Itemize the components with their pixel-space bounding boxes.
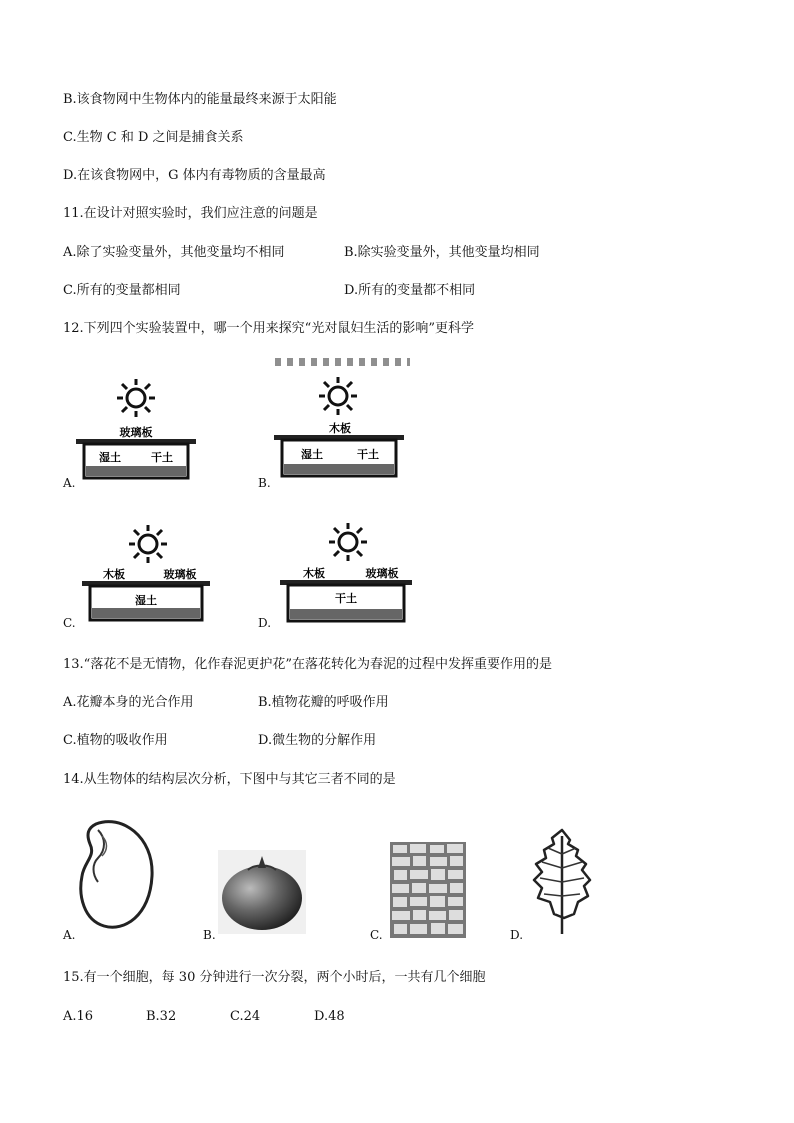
q12-figure-d bbox=[276, 514, 416, 634]
q12-figure-b bbox=[270, 372, 410, 488]
q12-figure-c bbox=[78, 518, 213, 632]
dry-soil-label: 干土 bbox=[335, 592, 357, 605]
q14-label-b: B. bbox=[203, 928, 216, 942]
q14-label-c: C. bbox=[370, 928, 383, 942]
scan-artifact bbox=[275, 358, 410, 366]
q14-label-d: D. bbox=[510, 928, 524, 942]
q13-stem: 13.“落花不是无情物，化作春泥更护花”在落花转化为春泥的过程中发挥重要作用的是 bbox=[63, 657, 552, 672]
q13-option-b: B.植物花瓣的呼吸作用 bbox=[258, 695, 389, 710]
q12-stem: 12.下列四个实验装置中，哪一个用来探究“光对鼠妇生活的影响”更科学 bbox=[63, 321, 474, 336]
q10-option-b: B.该食物网中生物体内的能量最终来源于太阳能 bbox=[63, 92, 337, 107]
sun-icon bbox=[117, 379, 155, 417]
wood-board-label: 木板 bbox=[329, 422, 351, 435]
wet-soil-label: 湿土 bbox=[301, 448, 323, 461]
tissue-cells-icon bbox=[390, 842, 466, 942]
q11-option-b: B.除实验变量外，其他变量均相同 bbox=[344, 245, 540, 260]
q12-figure-a bbox=[70, 376, 200, 490]
q14-label-a: A. bbox=[63, 928, 76, 942]
q15-option-b: B.32 bbox=[146, 1009, 177, 1024]
sun-icon bbox=[129, 525, 167, 563]
q15-stem: 15.有一个细胞，每 30 分钟进行一次分裂，两个小时后，一共有几个细胞 bbox=[63, 970, 486, 985]
sun-icon bbox=[319, 377, 357, 415]
dry-soil-label: 干土 bbox=[357, 448, 379, 461]
glass-board-label: 玻璃板 bbox=[365, 567, 399, 580]
q15-option-c: C.24 bbox=[230, 1009, 261, 1024]
q11-option-d: D.所有的变量都不相同 bbox=[344, 283, 476, 298]
wood-board-label: 木板 bbox=[103, 568, 125, 581]
wet-soil-label: 湿土 bbox=[135, 594, 157, 607]
q11-option-a: A.除了实验变量外，其他变量均不相同 bbox=[63, 245, 285, 260]
sun-icon bbox=[329, 523, 367, 561]
q12-label-d: D. bbox=[258, 616, 272, 630]
q13-option-d: D.微生物的分解作用 bbox=[258, 733, 377, 748]
q12-label-a: A. bbox=[63, 476, 76, 490]
q13-option-c: C.植物的吸收作用 bbox=[63, 733, 168, 748]
q12-label-c: C. bbox=[63, 616, 76, 630]
q10-option-d: D.在该食物网中，G 体内有毒物质的含量最高 bbox=[63, 168, 326, 183]
q10-option-c: C.生物 C 和 D 之间是捕食关系 bbox=[63, 130, 244, 145]
q14-stem: 14.从生物体的结构层次分析，下图中与其它三者不同的是 bbox=[63, 772, 396, 787]
q11-stem: 11.在设计对照实验时，我们应注意的问题是 bbox=[63, 206, 318, 221]
leaf-icon bbox=[524, 826, 600, 944]
wood-board-label: 木板 bbox=[303, 567, 325, 580]
glass-board-label: 玻璃板 bbox=[119, 426, 153, 439]
q15-option-a: A.16 bbox=[63, 1009, 94, 1024]
q11-option-c: C.所有的变量都相同 bbox=[63, 283, 181, 298]
tomato-icon bbox=[218, 850, 306, 938]
q13-option-a: A.花瓣本身的光合作用 bbox=[63, 695, 194, 710]
q15-option-d: D.48 bbox=[314, 1009, 345, 1024]
q12-label-b: B. bbox=[258, 476, 271, 490]
glass-board-label: 玻璃板 bbox=[163, 568, 197, 581]
bean-seed-icon bbox=[76, 816, 156, 938]
wet-soil-label: 湿土 bbox=[99, 451, 121, 464]
dry-soil-label: 干土 bbox=[151, 451, 173, 464]
